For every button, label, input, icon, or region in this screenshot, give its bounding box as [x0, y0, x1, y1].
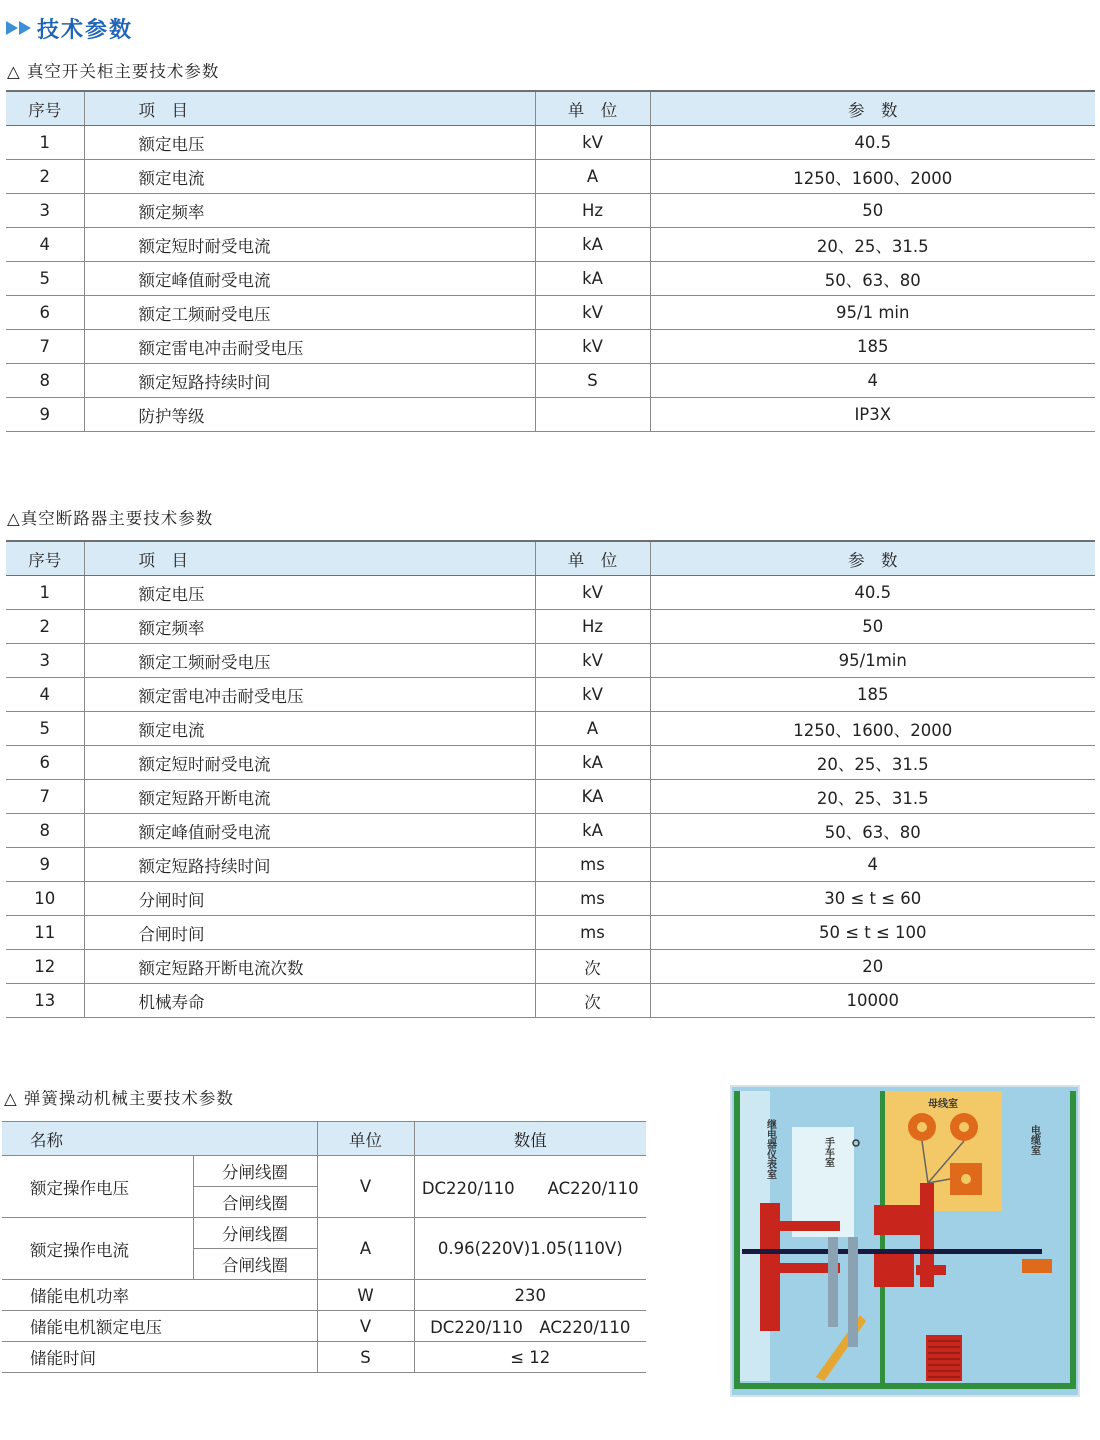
row-item: 额定工频耐受电压	[84, 296, 535, 330]
row-value: DC220/110 AC220/110	[414, 1311, 646, 1342]
table-row	[6, 610, 1095, 644]
row-index: 10	[6, 882, 84, 916]
row-unit: Hz	[535, 610, 650, 644]
row-value: 20	[650, 950, 1095, 984]
switchgear-spec-table	[6, 90, 1095, 432]
row-index: 3	[6, 194, 84, 228]
row-unit: W	[317, 1280, 414, 1311]
row-unit: kV	[535, 330, 650, 364]
row-value: 30 ≤ t ≤ 60	[650, 882, 1095, 916]
row-value: DC220/110 AC220/110	[414, 1156, 646, 1218]
row-index: 9	[6, 848, 84, 882]
row-name: 额定操作电流	[2, 1218, 193, 1280]
interlock-lever	[816, 1315, 866, 1381]
table-row	[6, 160, 1095, 194]
table-row	[2, 1280, 646, 1311]
double-arrow-icon	[6, 21, 31, 35]
row-value: 50、63、80	[650, 814, 1095, 848]
row-index: 13	[6, 984, 84, 1018]
lower-spout	[874, 1253, 914, 1287]
row-index: 5	[6, 262, 84, 296]
header-unit: 单位	[317, 1122, 414, 1156]
row-unit: kA	[535, 814, 650, 848]
row-unit: A	[535, 712, 650, 746]
spring-mechanism-table	[2, 1121, 646, 1373]
table-row	[6, 330, 1095, 364]
row-unit	[535, 398, 650, 432]
label-busbar-room: 母线室	[928, 1099, 958, 1110]
row-index: 6	[6, 746, 84, 780]
table-row	[6, 746, 1095, 780]
row-index: 1	[6, 576, 84, 610]
row-item: 额定工频耐受电压	[84, 644, 535, 678]
table-row	[6, 296, 1095, 330]
table-row	[6, 644, 1095, 678]
row-name: 额定操作电压	[2, 1156, 193, 1218]
table-row	[6, 882, 1095, 916]
section-heading	[6, 12, 133, 44]
row-item: 额定电流	[84, 712, 535, 746]
earth-switch-actuator	[1022, 1259, 1052, 1273]
header-value: 参 数	[650, 541, 1095, 576]
row-unit: kA	[535, 262, 650, 296]
row-unit: 次	[535, 950, 650, 984]
table-header-row	[6, 91, 1095, 126]
row-index: 4	[6, 678, 84, 712]
row-index: 5	[6, 712, 84, 746]
row-index: 1	[6, 126, 84, 160]
table-row	[6, 814, 1095, 848]
table-row	[6, 712, 1095, 746]
row-item: 额定雷电冲击耐受电压	[84, 330, 535, 364]
header-index: 序号	[6, 91, 84, 126]
row-unit: kA	[535, 746, 650, 780]
row-value: 185	[650, 678, 1095, 712]
operating-shaft	[742, 1249, 1042, 1254]
row-item: 额定短路持续时间	[84, 848, 535, 882]
row-name: 储能电机功率	[2, 1280, 317, 1311]
row-unit: ms	[535, 848, 650, 882]
row-value: 20、25、31.5	[650, 780, 1095, 814]
row-value: 50	[650, 194, 1095, 228]
lower-conductor	[916, 1265, 946, 1275]
row-item: 额定短时耐受电流	[84, 228, 535, 262]
row-unit: Hz	[535, 194, 650, 228]
row-index: 9	[6, 398, 84, 432]
table-row	[6, 848, 1095, 882]
row-item: 额定电压	[84, 576, 535, 610]
cable-coil	[926, 1335, 962, 1381]
label-cable-room: 电缆室	[1028, 1125, 1040, 1155]
table2-caption: △真空断路器主要技术参数	[7, 509, 214, 528]
row-item: 机械寿命	[84, 984, 535, 1018]
row-unit: V	[317, 1311, 414, 1342]
breaker-spec-table	[6, 540, 1095, 1018]
row-item: 额定短路持续时间	[84, 364, 535, 398]
row-unit: S	[535, 364, 650, 398]
row-subitem: 合闸线圈	[193, 1249, 317, 1280]
table-row	[6, 984, 1095, 1018]
busbar-c-core	[961, 1174, 971, 1184]
row-value: 20、25、31.5	[650, 746, 1095, 780]
row-value: 185	[650, 330, 1095, 364]
header-value: 数值	[414, 1122, 646, 1156]
row-index: 7	[6, 780, 84, 814]
row-index: 12	[6, 950, 84, 984]
row-value: 50 ≤ t ≤ 100	[650, 916, 1095, 950]
table-row	[2, 1342, 646, 1373]
row-index: 11	[6, 916, 84, 950]
row-item: 额定频率	[84, 194, 535, 228]
table-header-row	[2, 1122, 646, 1156]
table-row	[6, 398, 1095, 432]
section-title: 技术参数	[37, 17, 134, 43]
row-unit: ms	[535, 916, 650, 950]
row-item: 额定峰值耐受电流	[84, 814, 535, 848]
row-index: 4	[6, 228, 84, 262]
row-item: 额定电流	[84, 160, 535, 194]
label-trolley-room: 手车室	[822, 1137, 834, 1167]
table-row	[6, 780, 1095, 814]
table-row	[6, 916, 1095, 950]
row-unit: KA	[535, 780, 650, 814]
row-value: 95/1min	[650, 644, 1095, 678]
row-value: 4	[650, 848, 1095, 882]
table-row	[6, 950, 1095, 984]
table-row	[6, 262, 1095, 296]
table-row	[6, 126, 1095, 160]
row-index: 3	[6, 644, 84, 678]
table1-caption: △ 真空开关柜主要技术参数	[7, 62, 220, 81]
row-unit: kV	[535, 644, 650, 678]
row-item: 防护等级	[84, 398, 535, 432]
row-value: 40.5	[650, 126, 1095, 160]
row-item: 额定短路开断电流次数	[84, 950, 535, 984]
label-relay-room: 继电器仪表室	[764, 1119, 776, 1179]
table-row	[6, 194, 1095, 228]
row-value: 10000	[650, 984, 1095, 1018]
row-name: 储能时间	[2, 1342, 317, 1373]
table-row	[2, 1311, 646, 1342]
row-value: 95/1 min	[650, 296, 1095, 330]
row-value: 50	[650, 610, 1095, 644]
frame-left	[734, 1091, 740, 1389]
row-item: 合闸时间	[84, 916, 535, 950]
row-index: 2	[6, 610, 84, 644]
row-index: 2	[6, 160, 84, 194]
row-value: 0.96(220V)1.05(110V)	[414, 1218, 646, 1280]
row-unit: kA	[535, 228, 650, 262]
row-unit: 次	[535, 984, 650, 1018]
header-name: 名称	[2, 1122, 317, 1156]
row-name: 储能电机额定电压	[2, 1311, 317, 1342]
row-unit: kV	[535, 296, 650, 330]
table3-caption: △ 弹簧操动机械主要技术参数	[4, 1089, 234, 1108]
row-value: 40.5	[650, 576, 1095, 610]
row-unit: S	[317, 1342, 414, 1373]
row-subitem: 分闸线圈	[193, 1156, 317, 1187]
row-index: 7	[6, 330, 84, 364]
table-row	[2, 1218, 646, 1249]
row-unit: V	[317, 1156, 414, 1218]
row-item: 额定峰值耐受电流	[84, 262, 535, 296]
row-item: 额定雷电冲击耐受电压	[84, 678, 535, 712]
row-item: 分闸时间	[84, 882, 535, 916]
row-index: 8	[6, 814, 84, 848]
row-item: 额定频率	[84, 610, 535, 644]
row-unit: A	[317, 1218, 414, 1280]
table-row	[6, 364, 1095, 398]
table-header-row	[6, 541, 1095, 576]
switchgear-diagram	[730, 1085, 1080, 1397]
header-index: 序号	[6, 541, 84, 576]
row-subitem: 合闸线圈	[193, 1187, 317, 1218]
row-value: 1250、1600、2000	[650, 712, 1095, 746]
header-unit: 单 位	[535, 541, 650, 576]
header-item: 项 目	[84, 541, 535, 576]
row-unit: kV	[535, 126, 650, 160]
switchgear-diagram-svg	[732, 1087, 1078, 1395]
row-value: 4	[650, 364, 1095, 398]
row-item: 额定电压	[84, 126, 535, 160]
table-row	[6, 228, 1095, 262]
row-item: 额定短时耐受电流	[84, 746, 535, 780]
row-item: 额定短路开断电流	[84, 780, 535, 814]
table-row	[6, 678, 1095, 712]
frame-bottom	[734, 1383, 1076, 1389]
row-value: 20、25、31.5	[650, 228, 1095, 262]
table-row	[2, 1156, 646, 1187]
row-index: 8	[6, 364, 84, 398]
header-value: 参 数	[650, 91, 1095, 126]
row-value: IP3X	[650, 398, 1095, 432]
busbar-b-core	[959, 1122, 969, 1132]
row-value: 230	[414, 1280, 646, 1311]
row-unit: kV	[535, 678, 650, 712]
header-unit: 单 位	[535, 91, 650, 126]
frame-right	[1070, 1091, 1076, 1389]
frame-middle	[880, 1091, 885, 1389]
row-index: 6	[6, 296, 84, 330]
upper-spout	[874, 1205, 934, 1235]
row-value: 50、63、80	[650, 262, 1095, 296]
row-unit: A	[535, 160, 650, 194]
row-value: ≤ 12	[414, 1342, 646, 1373]
row-unit: ms	[535, 882, 650, 916]
row-unit: kV	[535, 576, 650, 610]
header-item: 项 目	[84, 91, 535, 126]
row-value: 1250、1600、2000	[650, 160, 1095, 194]
row-subitem: 分闸线圈	[193, 1218, 317, 1249]
upper-breaker-arm	[760, 1221, 840, 1231]
trolley-post-b	[848, 1237, 858, 1347]
table-row	[6, 576, 1095, 610]
busbar-a-core	[917, 1122, 927, 1132]
trolley-post-a	[828, 1237, 838, 1327]
